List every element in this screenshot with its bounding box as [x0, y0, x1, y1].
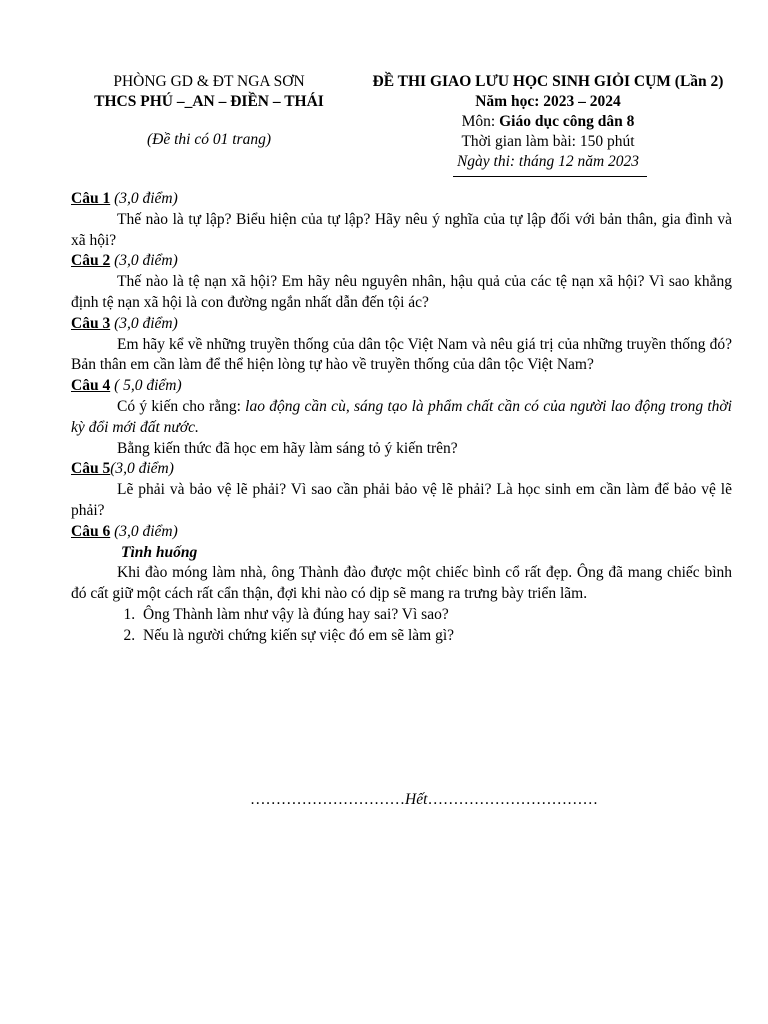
question-1	[71, 189, 732, 251]
question-3	[71, 314, 732, 376]
school-name: THCS PHÚ –_AN – ĐIỀN – THÁI	[94, 93, 324, 110]
question-text: Em hãy kể về những truyền thống của dân tộc Việt Nam và nêu giá trị của những truyền thống đó? Bản thân em cần làm để thể hiện lòng tự hào về truyền thống của dân tộc Việt Nam?	[71, 335, 732, 374]
end-marker	[0, 790, 768, 811]
question-text: Thế nào là tự lập? Biểu hiện của tự lập? Hãy nêu ý nghĩa của tự lập đối với bản thân, gia đình và xã hội?	[71, 210, 732, 249]
question-text: Thế nào là tệ nạn xã hội? Em hãy nêu nguyên nhân, hậu quả của các tệ nạn xã hội? Vì sao khẳng định tệ nạn xã hội là con đường ngắn nhất dẫn đến tội ác?	[71, 273, 732, 311]
question-label: Câu 1	[71, 190, 111, 207]
situation-questions	[71, 605, 732, 647]
end-dots-left: …………………………	[250, 791, 406, 808]
question-text	[71, 397, 732, 439]
question-points: (3,0 điểm)	[110, 522, 178, 540]
exam-title: ĐỀ THI GIAO LƯU HỌC SINH GIỎI CỤM (Lần 2)	[372, 73, 724, 90]
question-task: Bằng kiến thức đã học em hãy làm sáng tỏ ý kiến trên?	[117, 439, 458, 457]
question-2	[71, 251, 732, 313]
question-quote: lao động cần cù, sáng tạo là phẩm chất cần có của người lao động trong thời kỳ đổi mới đất nước.	[71, 397, 732, 436]
subject-label: Môn:	[461, 113, 500, 130]
question-points: (3,0 điểm)	[110, 252, 178, 270]
situation-text: Khi đào móng làm nhà, ông Thành đào được một chiếc bình cổ rất đẹp. Ông đã mang chiếc bình đó cất giữ một cách rất cẩn thận, đợi khi nào có dịp sẽ mang ra trưng bày triển lãm.	[71, 564, 732, 603]
question-label: Câu 4	[71, 377, 111, 395]
exam-body	[71, 189, 732, 647]
exam-duration: Thời gian làm bài: 150 phút	[461, 133, 635, 150]
question-points: (3,0 điểm)	[110, 460, 174, 478]
question-points: ( 5,0 điểm)	[110, 377, 182, 395]
school-year: Năm học: 2023 – 2024	[475, 93, 621, 110]
question-text: Lẽ phải và bảo vệ lẽ phải? Vì sao cần phải bảo vệ lẽ phải? Là học sinh em cần làm để bảo vệ lẽ phải?	[71, 481, 732, 519]
situation-title: Tình huống	[121, 543, 198, 561]
question-label: Câu 3	[71, 314, 111, 332]
subject-line	[356, 112, 740, 132]
department-name: PHÒNG GD & ĐT NGA SƠN	[113, 73, 305, 90]
question-6	[71, 522, 732, 647]
subject-name: Giáo dục công dân 8	[499, 113, 635, 130]
question-label: Câu 2	[71, 252, 111, 270]
list-item: 2. Nếu là người chứng kiến sự việc đó em sẽ làm gì?	[139, 626, 732, 647]
exam-header	[0, 72, 768, 182]
question-intro: Có ý kiến cho rằng:	[117, 397, 246, 415]
question-label: Câu 6	[71, 522, 111, 540]
end-dots-right: ……………………………	[427, 791, 598, 808]
page-count-note: (Đề thi có 01 trang)	[147, 131, 271, 148]
question-points: (3,0 điểm)	[110, 190, 178, 207]
header-left	[70, 72, 348, 150]
question-5	[71, 459, 732, 521]
exam-date: Ngày thi: tháng 12 năm 2023	[456, 153, 640, 170]
question-label: Câu 5	[71, 460, 111, 478]
header-right	[356, 72, 740, 177]
question-4	[71, 376, 732, 459]
header-rule	[453, 176, 647, 177]
question-points: (3,0 điểm)	[110, 314, 178, 332]
end-word: Hết	[405, 791, 428, 808]
list-item: 1. Ông Thành làm như vậy là đúng hay sai? Vì sao?	[139, 605, 732, 626]
